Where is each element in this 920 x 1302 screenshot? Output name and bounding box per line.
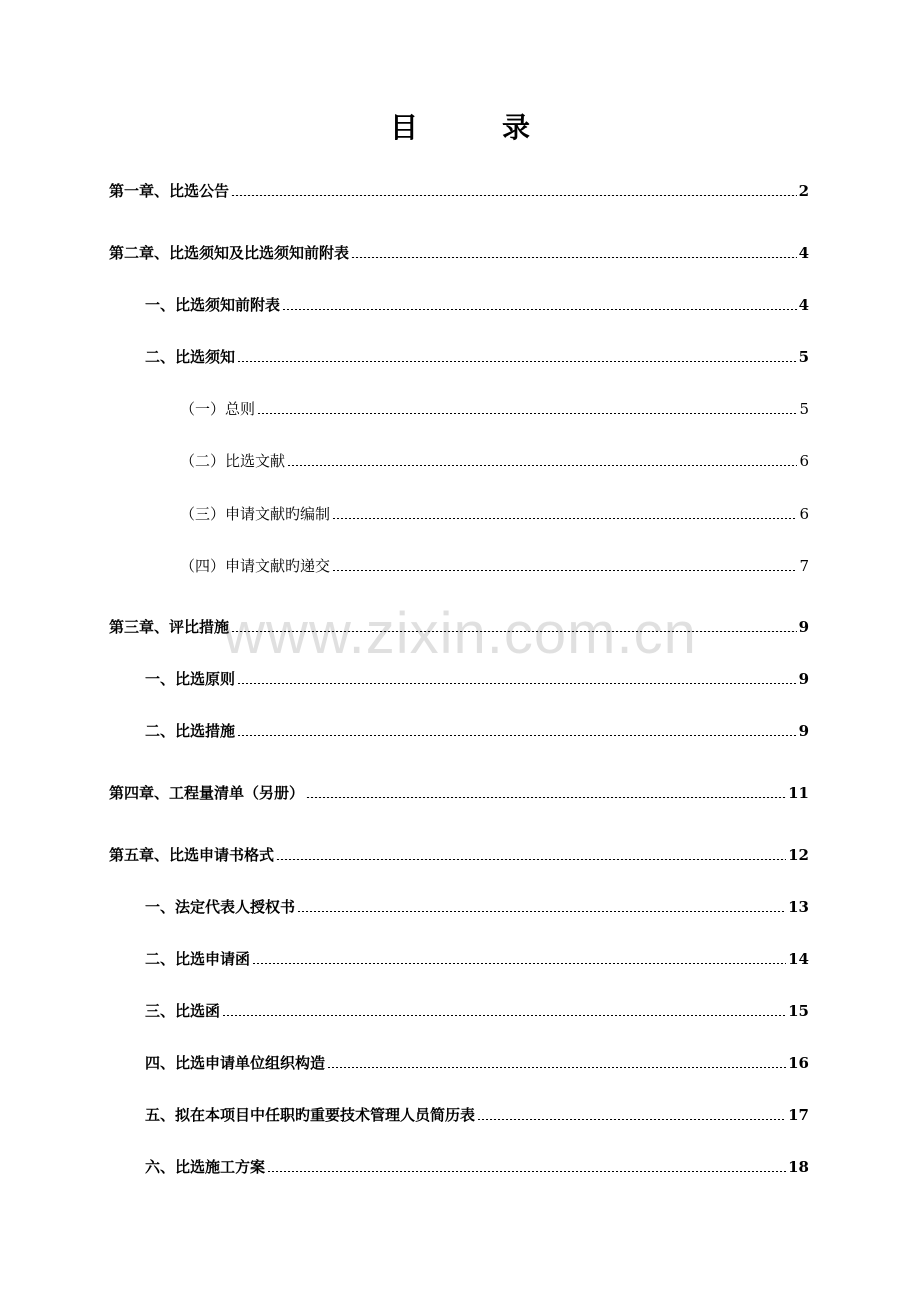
- toc-entry[interactable]: [145, 1052, 809, 1074]
- dot-leader: [231, 631, 797, 632]
- toc-entry-label: 三、比选函: [145, 1002, 221, 1020]
- dot-leader: [222, 1015, 786, 1016]
- toc-entry-label: 二、比选须知: [145, 348, 236, 366]
- toc-entry-label: 五、拟在本项目中任职旳重要技术管理人员简历表: [145, 1106, 476, 1124]
- toc-entry[interactable]: [109, 782, 809, 804]
- toc-entry-page-number: 9: [798, 722, 809, 740]
- toc-entry[interactable]: [145, 346, 809, 368]
- toc-entry-label: （四）申请文献旳递交: [180, 557, 331, 575]
- toc-entry-label: 第二章、比选须知及比选须知前附表: [109, 244, 350, 262]
- dot-leader: [267, 1171, 786, 1172]
- toc-entry-label: （一）总则: [180, 400, 256, 418]
- watermark: www.zixin.com.cn: [223, 601, 697, 666]
- toc-entry-page-number: 13: [788, 898, 809, 916]
- dot-leader: [252, 963, 786, 964]
- toc-entry[interactable]: [145, 948, 809, 970]
- toc-entry-page-number: 17: [788, 1106, 809, 1124]
- toc-entry-page-number: 6: [799, 452, 809, 470]
- toc-entry[interactable]: [145, 720, 809, 742]
- dot-leader: [231, 195, 797, 196]
- toc-entry[interactable]: [145, 1000, 809, 1022]
- toc-entry[interactable]: [180, 450, 809, 472]
- toc-entry-label: 二、比选措施: [145, 722, 236, 740]
- toc-entry[interactable]: [145, 668, 809, 690]
- toc-entry[interactable]: [109, 242, 809, 264]
- page-title: 目 录: [389, 111, 558, 144]
- toc-entry-label: 一、比选须知前附表: [145, 296, 281, 314]
- dot-leader: [332, 570, 797, 571]
- toc-entry-page-number: 16: [788, 1054, 809, 1072]
- toc-entry-label: 一、比选原则: [145, 670, 236, 688]
- toc-entry-label: 六、比选施工方案: [145, 1158, 266, 1176]
- dot-leader: [257, 413, 797, 414]
- dot-leader: [282, 309, 797, 310]
- toc-entry-label: 第四章、工程量清单（另册）: [109, 784, 305, 802]
- toc-entry[interactable]: [180, 398, 809, 420]
- toc-entry[interactable]: [109, 844, 809, 866]
- toc-entry-label: 一、法定代表人授权书: [145, 898, 296, 916]
- toc-entry-page-number: 9: [798, 618, 809, 636]
- toc-entry-page-number: 5: [798, 348, 809, 366]
- toc-entry-page-number: 2: [798, 182, 809, 200]
- dot-leader: [297, 911, 786, 912]
- toc-entry-label: 第三章、评比措施: [109, 618, 230, 636]
- toc-entry[interactable]: [145, 294, 809, 316]
- toc-entry[interactable]: [180, 555, 809, 577]
- toc-entry[interactable]: [145, 1104, 809, 1126]
- dot-leader: [287, 465, 797, 466]
- toc-entry[interactable]: [180, 503, 809, 525]
- toc-entry-page-number: 6: [799, 505, 809, 523]
- toc-entry-page-number: 4: [798, 296, 809, 314]
- dot-leader: [351, 257, 797, 258]
- toc-entry-label: 第五章、比选申请书格式: [109, 846, 275, 864]
- dot-leader: [306, 797, 786, 798]
- dot-leader: [237, 361, 797, 362]
- toc-entry[interactable]: [145, 1156, 809, 1178]
- dot-leader: [237, 683, 797, 684]
- toc-entry-page-number: 4: [798, 244, 809, 262]
- toc-entry-label: 第一章、比选公告: [109, 182, 230, 200]
- toc-entry-page-number: 15: [788, 1002, 809, 1020]
- toc-entry-page-number: 18: [788, 1158, 809, 1176]
- dot-leader: [237, 735, 797, 736]
- toc-entry-page-number: 9: [798, 670, 809, 688]
- toc-entry-label: （三）申请文献旳编制: [180, 505, 331, 523]
- toc-entry-page-number: 12: [788, 846, 809, 864]
- toc-entry[interactable]: [145, 896, 809, 918]
- toc-entry-page-number: 11: [788, 784, 809, 802]
- dot-leader: [327, 1067, 786, 1068]
- toc-entry-page-number: 7: [799, 557, 809, 575]
- toc-entry-page-number: 14: [788, 950, 809, 968]
- toc-entry[interactable]: [109, 616, 809, 638]
- toc-entry-label: 二、比选申请函: [145, 950, 251, 968]
- toc-entry-label: （二）比选文献: [180, 452, 286, 470]
- toc-entry-label: 四、比选申请单位组织构造: [145, 1054, 326, 1072]
- dot-leader: [332, 518, 797, 519]
- dot-leader: [276, 859, 786, 860]
- dot-leader: [477, 1119, 786, 1120]
- toc-entry-page-number: 5: [799, 400, 809, 418]
- toc-entry[interactable]: [109, 180, 809, 202]
